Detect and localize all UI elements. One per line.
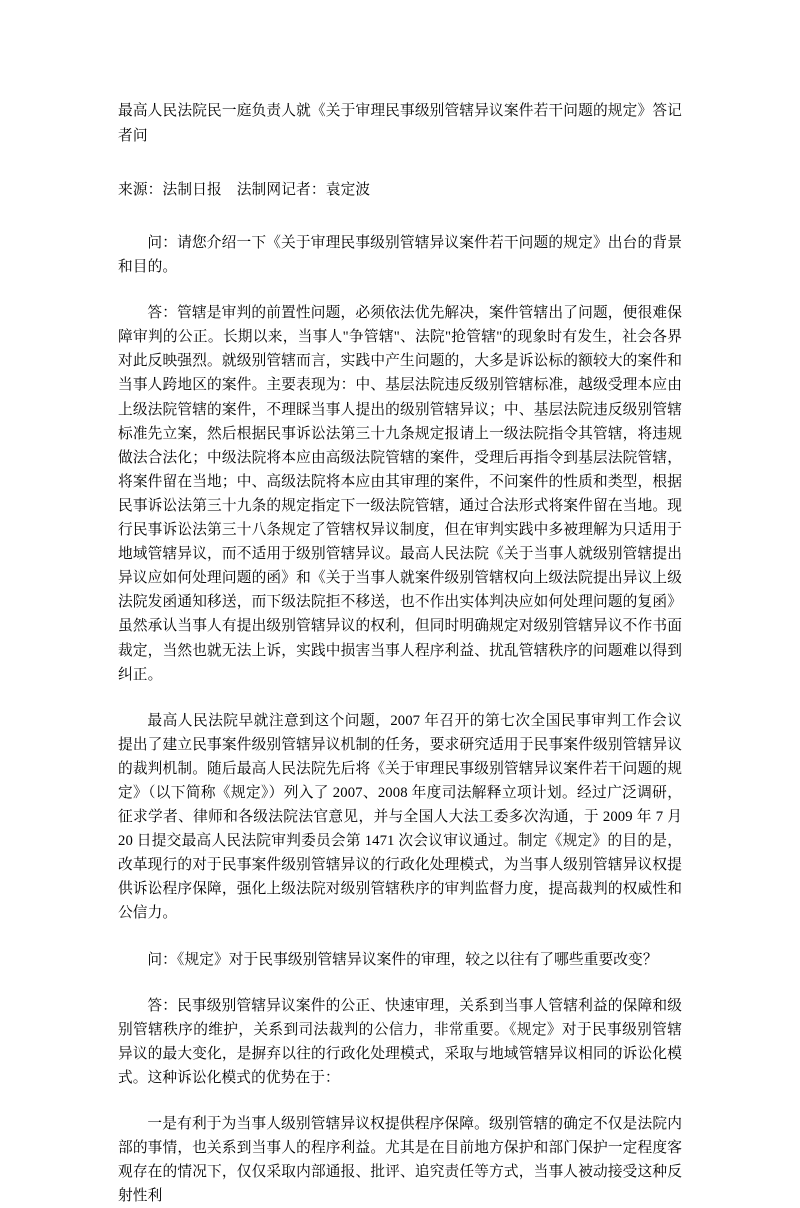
document-body: [118, 231, 682, 1208]
paragraph-question-1: 问：请您介绍一下《关于审理民事级别管辖异议案件若干问题的规定》出台的背景和目的。: [118, 235, 682, 276]
paragraph-answer-2: 答：民事级别管辖异议案件的公正、快速审理，关系到当事人管辖利益的保障和级别管辖秩序的维护，关系到司法裁判的公信力，非常重要。《规定》对于民事级别管辖异议的最大变化，是摒弃以往的行政化处理模式，采取与地域管辖异议相同的诉讼化模式。这种诉讼化模式的优势在于：: [118, 997, 682, 1086]
paragraph-answer-2-point-1: 一是有利于为当事人级别管辖异议权提供程序保障。级别管辖的确定不仅是法院内部的事情，也关系到当事人的程序利益。尤其是在目前地方保护和部门保护一定程度客观存在的情况下，仅仅采取内部通报、批评、追究责任等方式，当事人被动接受这种反射性利: [118, 1116, 682, 1205]
paragraph-answer-1-cont: 最高人民法院早就注意到这个问题，2007 年召开的第七次全国民事审判工作会议提出了建立民事案件级别管辖异议机制的任务，要求研究适用于民事案件级别管辖异议的裁判机制。随后最高人民法院先后将《关于审理民事级别管辖异议案件若干问题的规定》（以下简称《规定》）列入了 2007、2008 年度司法解释立项计划。经过广泛调研，征求学者、律师和各级法院法官意见，并与全国人大法工委多次沟通，于 2009 年 7 月 20 日提交最高人民法院审判委员会第 1471 次会议审议通过。制定《规定》的目的是，改革现行的对于民事案件级别管辖异议的行政化处理模式，为当事人级别管辖异议权提供诉讼程序保障，强化上级法院对级别管辖秩序的审判监督力度，提高裁判的权威性和公信力。: [118, 712, 682, 922]
document-title: 最高人民法院民一庭负责人就《关于审理民事级别管辖异议案件若干问题的规定》答记者问: [118, 103, 682, 144]
document-source: 来源：法制日报 法制网记者：袁定波: [118, 182, 371, 198]
paragraph-question-2: 问：《规定》对于民事级别管辖异议案件的审理，较之以往有了哪些重要改变？: [147, 951, 658, 968]
paragraph-answer-1: 答：管辖是审判的前置性问题，必须依法优先解决，案件管辖出了问题，便很难保障审判的公正。长期以来，当事人"争管辖"、法院"抢管辖"的现象时有发生，社会各界对此反映强烈。就级别管辖而言，实践中产生问题的，大多是诉讼标的额较大的案件和当事人跨地区的案件。主要表现为：中、基层法院违反级别管辖标准，越级受理本应由上级法院管辖的案件，不理睬当事人提出的级别管辖异议；中、基层法院违反级别管辖标准先立案，然后根据民事诉讼法第三十九条规定报请上一级法院指令其管辖，将违规做法合法化；中级法院将本应由高级法院管辖的案件，受理后再指令到基层法院管辖，将案件留在当地；中、高级法院将本应由其审理的案件，不问案件的性质和类型，根据民事诉讼法第三十九条的规定指定下一级法院管辖，通过合法形式将案件留在当地。现行民事诉讼法第三十八条规定了管辖权异议制度，但在审判实践中多被理解为只适用于地域管辖异议，而不适用于级别管辖异议。最高人民法院《关于当事人就级别管辖提出异议应如何处理问题的函》和《关于当事人就案件级别管辖权向上级法院提出异议上级法院发函通知移送，而下级法院拒不移送，也不作出实体判决应如何处理问题的复函》虽然承认当事人有提出级别管辖异议的权利，但同时明确规定对级别管辖异议不作书面裁定，当然也就无法上诉，实践中损害当事人程序利益、扰乱管辖秩序的问题难以得到纠正。: [118, 305, 682, 683]
